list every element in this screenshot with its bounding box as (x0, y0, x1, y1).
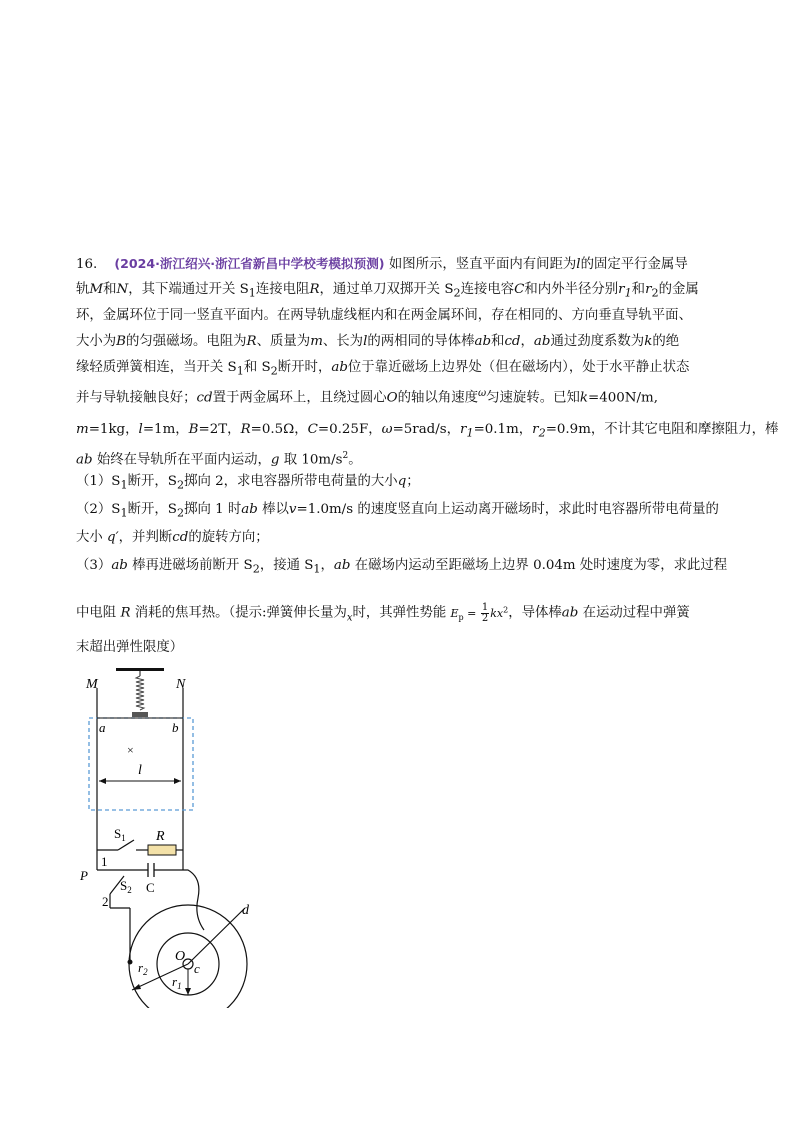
spring-support-bar (116, 668, 164, 671)
text: 大小 (76, 530, 103, 545)
text: 和 S (243, 360, 271, 375)
text: 掷向 1 时 (184, 502, 242, 517)
text: =1m， (142, 422, 189, 437)
text: 始终在导轨所在平面内运动， (96, 452, 271, 468)
text: 的两相同的导体棒 (367, 334, 475, 349)
text: 时，其弹性势能 (352, 605, 447, 621)
line-2: 轨M和N，其下端通过开关 $S_1$连接电阻R，通过单刀双掷开关 $S_2$连接电容C和内外半径分别$r_1$和$r_2$的金属 (76, 282, 699, 300)
question-2: $(2)S_1$断开，$S_2$掷向 1 时ab 棒以v=1.0m/s 的速度竖直向上运动离开磁场时，求此时电容器所带电荷量的 (76, 502, 719, 520)
label-r1: $r_1$ (172, 974, 182, 991)
label-r: R (156, 829, 165, 844)
text: 断开，S (127, 502, 177, 517)
text: 的轴以角速度 (397, 390, 478, 406)
text: 。 (348, 452, 362, 468)
wire-to-center (183, 870, 204, 930)
elastic-energy-formula: $E_p$ = $\frac{1}{2}$ $kx^2$ (450, 602, 509, 625)
text: 连接电容 (460, 282, 515, 297)
text: 大小为 (76, 334, 117, 349)
text: 中电阻 (76, 605, 117, 621)
text: 的旋转方向； (188, 530, 269, 545)
text: 如图所示，竖直平面内有间距为 (388, 257, 577, 272)
label-c: C (146, 880, 155, 895)
text: 和 (491, 334, 505, 349)
label-1: 1 (101, 854, 108, 869)
label-l: l (138, 763, 142, 778)
label-r2: $r_2$ (138, 960, 148, 977)
text: =2T， (198, 422, 241, 437)
label-d: d (242, 903, 249, 918)
text: 的固定平行金属导 (580, 257, 688, 272)
line-7: m=1kg，l=1m，B=2T，R=0.5Ω，C=0.25F，ω=5rad/s，$r_1=0.1m$，$r_2=0.9m$，不计其它电阻和摩擦阻力，棒 (76, 422, 779, 440)
question-3: （3）ab 棒再进磁场前断开 $S_2$，接通 $S_1$，ab 在磁场内运动至距磁场上边界 0.04m 处时速度为零，求此过程 (76, 558, 728, 576)
text: ，其下端通过开关 S (128, 282, 249, 297)
label-s1: $S_1$ (114, 826, 126, 843)
text: 在磁场内运动至距磁场上边界 0.04m 处时速度为零，求此过程 (354, 558, 728, 573)
text: ； (406, 474, 420, 489)
text: =400N/m, (588, 390, 658, 406)
rod-cd (188, 908, 245, 964)
text: 的绝 (652, 334, 680, 349)
circuit-figure (70, 668, 290, 1008)
text: 轨 (76, 282, 90, 297)
text: （3） (76, 558, 112, 573)
text: =1.0m/s 的速度竖直向上运动离开磁场时，求此时电容器所带电荷量的 (296, 502, 719, 517)
text: 的匀强磁场。电阻为 (126, 334, 247, 349)
text: 消耗的焦耳热。（提示:弹簧伸长量为 (134, 605, 347, 621)
question-1: $(1)S_1$断开，$S_2$掷向 2，求电容器所带电荷量的大小q； (76, 474, 420, 492)
text: 通过劲度系数为 (550, 334, 645, 349)
problem-number: 16. (76, 257, 98, 272)
line-8: ab 始终在导轨所在平面内运动，g 取 $10m/s^2$。 (76, 451, 362, 468)
text: 断开，S (127, 474, 177, 489)
label-p: P (80, 868, 88, 883)
text: =5rad/s， (392, 422, 461, 437)
text: 末超出弹性限度） (76, 640, 184, 655)
text: 棒再进磁场前断开 S (132, 558, 253, 573)
text: ， (520, 334, 534, 349)
text: 断开时， (277, 360, 332, 375)
text: 位于靠近磁场上边界处（但在磁场内），处于水平静止状态 (347, 360, 690, 375)
text: 掷向 2，求电容器所带电荷量的大小 (184, 474, 398, 489)
text: =0.25F， (317, 422, 382, 437)
label-c-rod: c (194, 961, 200, 976)
text: 连接电阻 (255, 282, 310, 297)
text: 置于两金属环上，且绕过圆心 (212, 390, 387, 406)
label-m: M (86, 677, 98, 692)
text: （2）S (76, 502, 121, 517)
text: =0.9m，不计其它电阻和摩擦阻力，棒 (545, 422, 779, 437)
text: 环，金属环位于同一竖直平面内。在两导轨虚线框内和在两金属环间，存在相同的、方向垂直导轨平面、 (76, 308, 692, 323)
text: 的金属 (658, 282, 699, 297)
text: 在运动过程中弹簧 (582, 605, 690, 621)
text: ，接通 S (259, 558, 314, 573)
resistor-r (148, 845, 176, 855)
arrow-right-head (174, 778, 181, 784)
spring-bottom (132, 712, 148, 717)
arrow-left-head (99, 778, 106, 784)
radius-r1-arrow (185, 988, 191, 995)
text: 、质量为 (256, 334, 311, 349)
text: =1kg， (88, 422, 139, 437)
text: =0.1m， (473, 422, 533, 437)
text: ，并判断 (118, 530, 173, 545)
line-1: 16. (2024·浙江绍兴·浙江省新昌中学校考模拟预测) 如图所示，竖直平面内有间距为l的固定平行金属导 (76, 256, 688, 272)
label-2: 2 (102, 894, 109, 909)
field-into-page-mark: × (127, 743, 134, 757)
text: =0.5Ω， (250, 422, 308, 437)
label-a: a (99, 720, 106, 735)
label-o: O (175, 949, 186, 964)
spring (136, 676, 144, 710)
label-s2: $S_2$ (120, 878, 132, 895)
text: ，导体棒 (508, 605, 562, 621)
problem-source: (2024·浙江绍兴·浙江省新昌中学校考模拟预测) (114, 256, 385, 271)
question-3-end (76, 638, 183, 658)
text: 缘轻质弹簧相连，当开关 S (76, 360, 237, 375)
question-2-cont: 大小 q′，并判断cd的旋转方向； (76, 530, 269, 545)
question-3-cont: 中电阻 R 消耗的焦耳热。（提示:弹簧伸长量为$_x$时，其弹性势能 $E_p$ = $\frac{1}{2}$ $kx^2$，导体棒ab 在运动过程中弹簧 (76, 602, 690, 625)
text: 取 10m/s (283, 452, 343, 468)
outer-ring-contact (128, 960, 133, 965)
text: （1）S (76, 474, 121, 489)
line-4: 大小为B的匀强磁场。电阻为R、质量为m、长为l的两相同的导体棒ab和cd，ab通过劲度系数为k的绝 (76, 334, 680, 349)
line-6: 并与导轨接触良好；cd置于两金属环上，且绕过圆心O的轴以角速度$^\omega$匀速旋转。已知k=400N/m, (76, 388, 658, 406)
text: 和内外半径分别 (524, 282, 619, 297)
text: 和 (631, 282, 646, 297)
label-n: N (176, 677, 186, 692)
text: 并与导轨接触良好； (76, 390, 197, 406)
text: ， (320, 558, 334, 573)
line-5: 缘轻质弹簧相连，当开关 $S_1$和 $S_2$断开时，ab位于靠近磁场上边界处（但在磁场内），处于水平静止状态 (76, 360, 690, 378)
text: ，通过单刀双掷开关 S (319, 282, 454, 297)
text: 匀速旋转。已知 (486, 390, 580, 406)
text: 、长为 (322, 334, 364, 349)
label-b: b (172, 720, 179, 735)
text: 和 (103, 282, 117, 297)
line-3 (76, 306, 692, 326)
text: 棒以 (262, 502, 289, 517)
